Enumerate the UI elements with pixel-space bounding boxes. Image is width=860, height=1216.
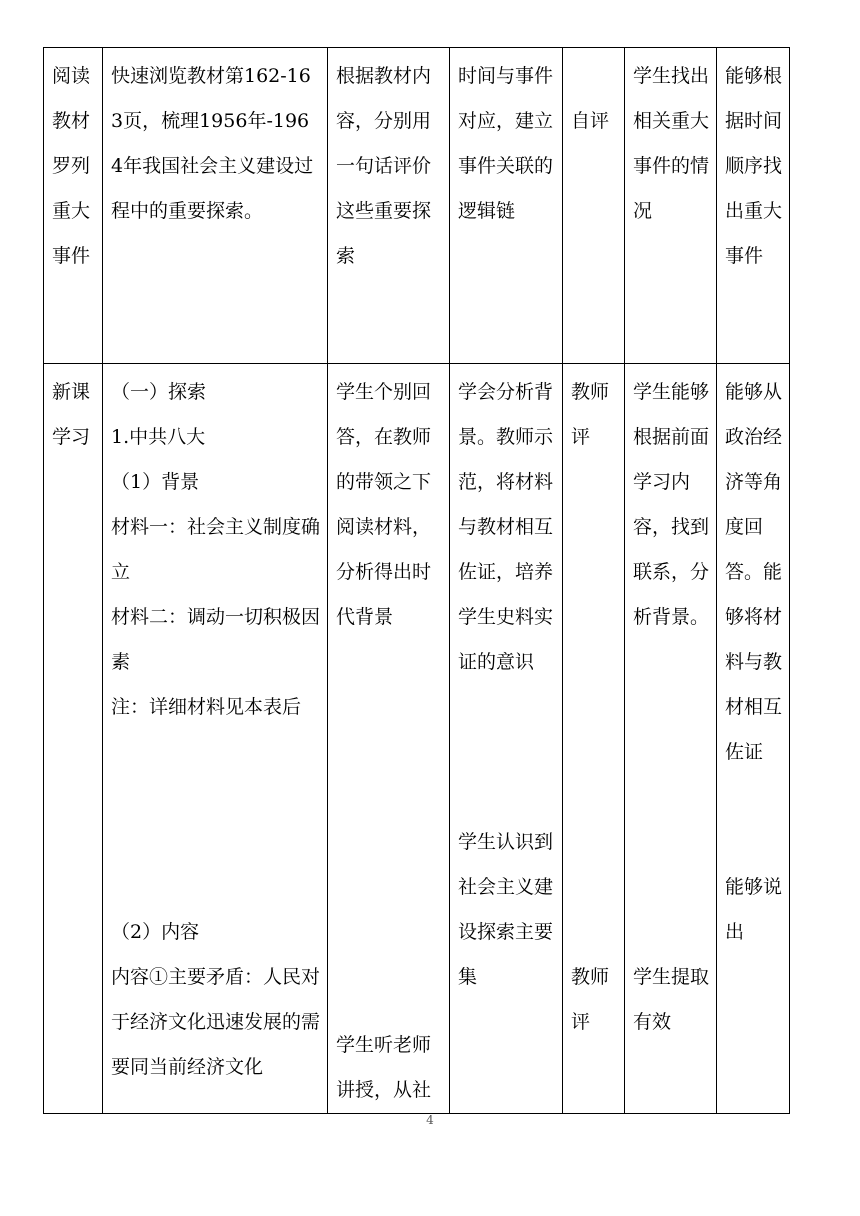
standard-cell [717, 364, 790, 1114]
spacer [633, 640, 710, 955]
assessment-method-cell [563, 364, 625, 1114]
content-text: 快速浏览教材第162-163页，梳理1956年-1964年我国社会主义建设过程中的重要探索。 [111, 65, 314, 222]
design-intent-cell [450, 364, 563, 1114]
stage-text: 阅读教材罗列重大事件 [52, 65, 91, 267]
assessment-method-text: 自评 [571, 110, 610, 132]
stage-cell [44, 48, 103, 364]
table-row-new-lesson [44, 364, 790, 1114]
standard-text: 能够从政治经济等角度回答。能够将材料与教材相互佐证 [725, 381, 783, 763]
spacer [458, 685, 556, 820]
standard-text: 能够根据时间顺序找出重大事件 [725, 65, 783, 267]
observation-point-text: 学生提取有效 [633, 966, 710, 1033]
assessment-method-text: 教师评 [571, 381, 610, 448]
student-activity-text: 学生个别回答，在教师的带领之下阅读材料，分析得出时代背景 [336, 381, 432, 628]
content-line: （2）内容 [111, 921, 200, 943]
spacer [571, 460, 618, 955]
content-cell [103, 48, 328, 364]
student-activity-cell [328, 364, 450, 1114]
content-cell [103, 364, 328, 1114]
content-line: 材料二：调动一切积极因素 [111, 606, 321, 673]
observation-point-text: 学生能够根据前面学习内容，找到联系，分析背景。 [633, 381, 710, 628]
assessment-method-cell [563, 48, 625, 364]
design-intent-text: 学会分析背景。教师示范，将材料与教材相互佐证，培养学生史料实证的意识 [458, 381, 554, 673]
content-line: （一）探索 [111, 381, 207, 403]
content-line: 内容①主要矛盾：人民对于经济文化迅速发展的需要同当前经济文化 [111, 966, 321, 1078]
observation-point-text: 学生找出相关重大事件的情况 [633, 65, 710, 222]
stage-cell [44, 364, 103, 1114]
content-line: 注：详细材料见本表后 [111, 696, 302, 718]
spacer [111, 730, 321, 910]
student-activity-cell [328, 48, 450, 364]
design-intent-text: 时间与事件对应，建立事件关联的逻辑链 [458, 65, 554, 222]
design-intent-cell [450, 48, 563, 364]
observation-point-cell [625, 364, 717, 1114]
design-intent-text: 学生认识到社会主义建设探索主要集 [458, 831, 554, 988]
standard-cell [717, 48, 790, 364]
stage-text: 新课学习 [52, 381, 91, 448]
table-row-reading [44, 48, 790, 364]
assessment-method-text: 教师评 [571, 966, 610, 1033]
content-line: 材料一：社会主义制度确立 [111, 516, 321, 583]
student-activity-text: 学生听老师讲授，从社 [336, 1034, 432, 1101]
content-line: （1）背景 [111, 471, 200, 493]
standard-text: 能够说出 [725, 876, 783, 943]
content-line: 1.中共八大 [111, 426, 206, 448]
page-number: 4 [426, 1113, 434, 1127]
student-activity-text: 根据教材内容，分别用一句话评价这些重要探索 [336, 65, 432, 267]
spacer [725, 775, 783, 865]
spacer [336, 640, 443, 1023]
observation-point-cell [625, 48, 717, 364]
lesson-plan-table [43, 47, 790, 1114]
